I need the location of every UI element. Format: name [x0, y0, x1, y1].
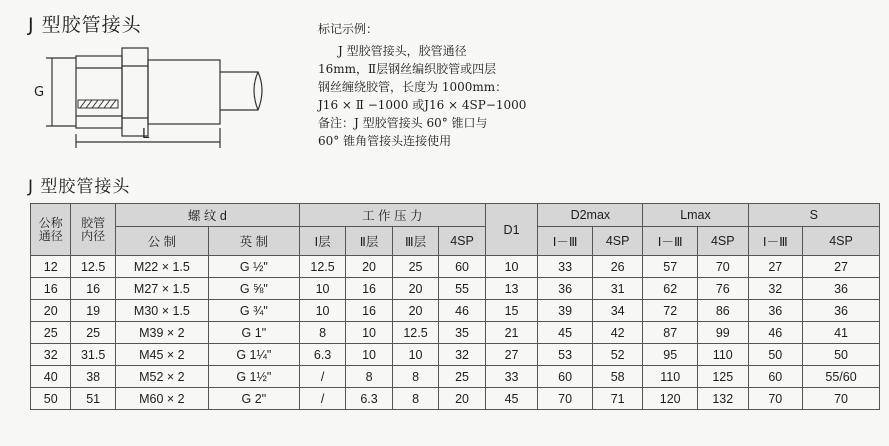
note-line: 16mm，Ⅱ层钢丝编织胶管或四层	[318, 62, 497, 76]
header-layer1: Ⅰ层	[299, 227, 345, 256]
table-cell: 31.5	[71, 344, 115, 366]
table-cell: G ⅝"	[208, 278, 299, 300]
header-d2-4sp: 4SP	[592, 227, 643, 256]
table-cell: 10	[392, 344, 438, 366]
table-cell: 110	[698, 344, 749, 366]
header-layer2: Ⅱ层	[346, 227, 392, 256]
table-cell: 58	[592, 366, 643, 388]
table-cell: 55	[439, 278, 485, 300]
table-cell: G ¾"	[208, 300, 299, 322]
header-imperial: 英 制	[208, 227, 299, 256]
table-cell: 15	[485, 300, 538, 322]
page-title: J 型胶管接头	[28, 14, 142, 36]
header-s-4sp: 4SP	[803, 227, 880, 256]
table-cell: 32	[439, 344, 485, 366]
table-cell: G 1"	[208, 322, 299, 344]
header-lmax: Lmax	[643, 204, 748, 227]
header-s: S	[748, 204, 879, 227]
table-cell: 32	[748, 278, 803, 300]
table-cell: 86	[698, 300, 749, 322]
table-cell: 25	[71, 322, 115, 344]
table-cell: 8	[299, 322, 345, 344]
table-cell: 70	[698, 256, 749, 278]
table-cell: 45	[538, 322, 593, 344]
table-cell: 8	[346, 366, 392, 388]
table-cell: 60	[538, 366, 593, 388]
table-row	[31, 278, 880, 300]
header-l-range: Ⅰ－Ⅲ	[643, 227, 698, 256]
table-cell: 10	[485, 256, 538, 278]
table-cell: 25	[439, 366, 485, 388]
table-cell: /	[299, 388, 345, 410]
table-row	[31, 256, 880, 278]
table-cell: 13	[485, 278, 538, 300]
table-cell: 35	[439, 322, 485, 344]
table-cell: 46	[439, 300, 485, 322]
table-cell: 125	[698, 366, 749, 388]
table-cell: 27	[748, 256, 803, 278]
table-cell: 72	[643, 300, 698, 322]
spec-table	[30, 203, 880, 410]
table-cell: M27 × 1.5	[115, 278, 208, 300]
table-cell: 57	[643, 256, 698, 278]
header-d2max: D2max	[538, 204, 643, 227]
note-line: 钢丝缠绕胶管，长度为 1000mm：	[318, 80, 508, 94]
table-cell: 50	[803, 344, 880, 366]
table-cell: 62	[643, 278, 698, 300]
table-cell: 20	[439, 388, 485, 410]
table-row	[31, 388, 880, 410]
header-metric: 公 制	[115, 227, 208, 256]
table-cell: 51	[71, 388, 115, 410]
table-row	[31, 322, 880, 344]
table-cell: 110	[643, 366, 698, 388]
table-cell: 16	[31, 278, 71, 300]
table-cell: 20	[346, 256, 392, 278]
table-cell: 19	[71, 300, 115, 322]
table-cell: 132	[698, 388, 749, 410]
header-nominal: 公称 通径	[31, 204, 71, 256]
header-hose-id: 胶管 内径	[71, 204, 115, 256]
table-cell: 16	[346, 278, 392, 300]
table-cell: 36	[803, 300, 880, 322]
table-cell: 99	[698, 322, 749, 344]
table-cell: 95	[643, 344, 698, 366]
table-title: J 型胶管接头	[28, 177, 131, 197]
table-cell: 12.5	[299, 256, 345, 278]
table-cell: 26	[592, 256, 643, 278]
table-cell: 60	[748, 366, 803, 388]
table-cell: 10	[346, 344, 392, 366]
table-cell: 20	[392, 278, 438, 300]
header-thread: 螺 纹 d	[115, 204, 299, 227]
l-label: L	[142, 127, 150, 142]
table-cell: 52	[592, 344, 643, 366]
table-cell: 21	[485, 322, 538, 344]
table-cell: M60 × 2	[115, 388, 208, 410]
table-cell: 70	[803, 388, 880, 410]
table-cell: 42	[592, 322, 643, 344]
g-label: G	[34, 85, 45, 100]
table-cell: G 2"	[208, 388, 299, 410]
table-cell: 45	[485, 388, 538, 410]
table-row	[31, 300, 880, 322]
table-cell: 10	[346, 322, 392, 344]
note-line: 60° 锥角管接头连接使用	[318, 134, 452, 148]
table-cell: M52 × 2	[115, 366, 208, 388]
table-cell: 36	[748, 300, 803, 322]
table-cell: 12.5	[71, 256, 115, 278]
header-l-4sp: 4SP	[698, 227, 749, 256]
table-cell: 12	[31, 256, 71, 278]
table-cell: 70	[748, 388, 803, 410]
table-cell: 8	[392, 388, 438, 410]
table-cell: 6.3	[346, 388, 392, 410]
table-cell: 10	[299, 300, 345, 322]
table-cell: 36	[803, 278, 880, 300]
table-cell: 60	[439, 256, 485, 278]
table-cell: 76	[698, 278, 749, 300]
table-cell: G ½"	[208, 256, 299, 278]
header-pressure: 工 作 压 力	[299, 204, 485, 227]
note-heading: 标记示例：	[318, 22, 379, 36]
header-s-range: Ⅰ－Ⅲ	[748, 227, 803, 256]
table-cell: 120	[643, 388, 698, 410]
table-cell: 39	[538, 300, 593, 322]
table-cell: 41	[803, 322, 880, 344]
header-d2-range: Ⅰ－Ⅲ	[538, 227, 593, 256]
table-cell: G 1½"	[208, 366, 299, 388]
table-cell: 46	[748, 322, 803, 344]
marking-example	[318, 20, 568, 150]
table-cell: 38	[71, 366, 115, 388]
table-cell: 70	[538, 388, 593, 410]
header-4sp: 4SP	[439, 227, 485, 256]
table-cell: 10	[299, 278, 345, 300]
table-cell: 25	[392, 256, 438, 278]
table-cell: 34	[592, 300, 643, 322]
table-cell: 32	[31, 344, 71, 366]
table-cell: 53	[538, 344, 593, 366]
header-layer3: Ⅲ层	[392, 227, 438, 256]
table-cell: M45 × 2	[115, 344, 208, 366]
table-cell: 16	[71, 278, 115, 300]
table-row	[31, 366, 880, 388]
table-cell: 36	[538, 278, 593, 300]
header-d1: D1	[485, 204, 538, 256]
note-line: 备注：J 型胶管接头 60° 锥口与	[318, 116, 488, 130]
table-cell: 20	[31, 300, 71, 322]
table-cell: 16	[346, 300, 392, 322]
table-cell: 20	[392, 300, 438, 322]
table-cell: 50	[748, 344, 803, 366]
table-cell: 27	[485, 344, 538, 366]
table-cell: 87	[643, 322, 698, 344]
table-cell: 27	[803, 256, 880, 278]
table-cell: 31	[592, 278, 643, 300]
note-line: J 型胶管接头，胶管通径	[338, 44, 467, 58]
table-cell: 50	[31, 388, 71, 410]
table-body	[31, 256, 880, 410]
table-cell: G 1¼"	[208, 344, 299, 366]
table-cell: M30 × 1.5	[115, 300, 208, 322]
table-cell: 71	[592, 388, 643, 410]
table-cell: 25	[31, 322, 71, 344]
table-cell: 6.3	[299, 344, 345, 366]
fitting-drawing	[30, 38, 280, 158]
table-cell: 8	[392, 366, 438, 388]
table-cell: 12.5	[392, 322, 438, 344]
table-cell: /	[299, 366, 345, 388]
table-cell: 33	[485, 366, 538, 388]
table-cell: 33	[538, 256, 593, 278]
table-cell: 55/60	[803, 366, 880, 388]
table-row	[31, 344, 880, 366]
note-line: J16 × Ⅱ −1000 或J16 × 4SP−1000	[318, 98, 527, 112]
table-cell: M39 × 2	[115, 322, 208, 344]
table-cell: M22 × 1.5	[115, 256, 208, 278]
table-cell: 40	[31, 366, 71, 388]
